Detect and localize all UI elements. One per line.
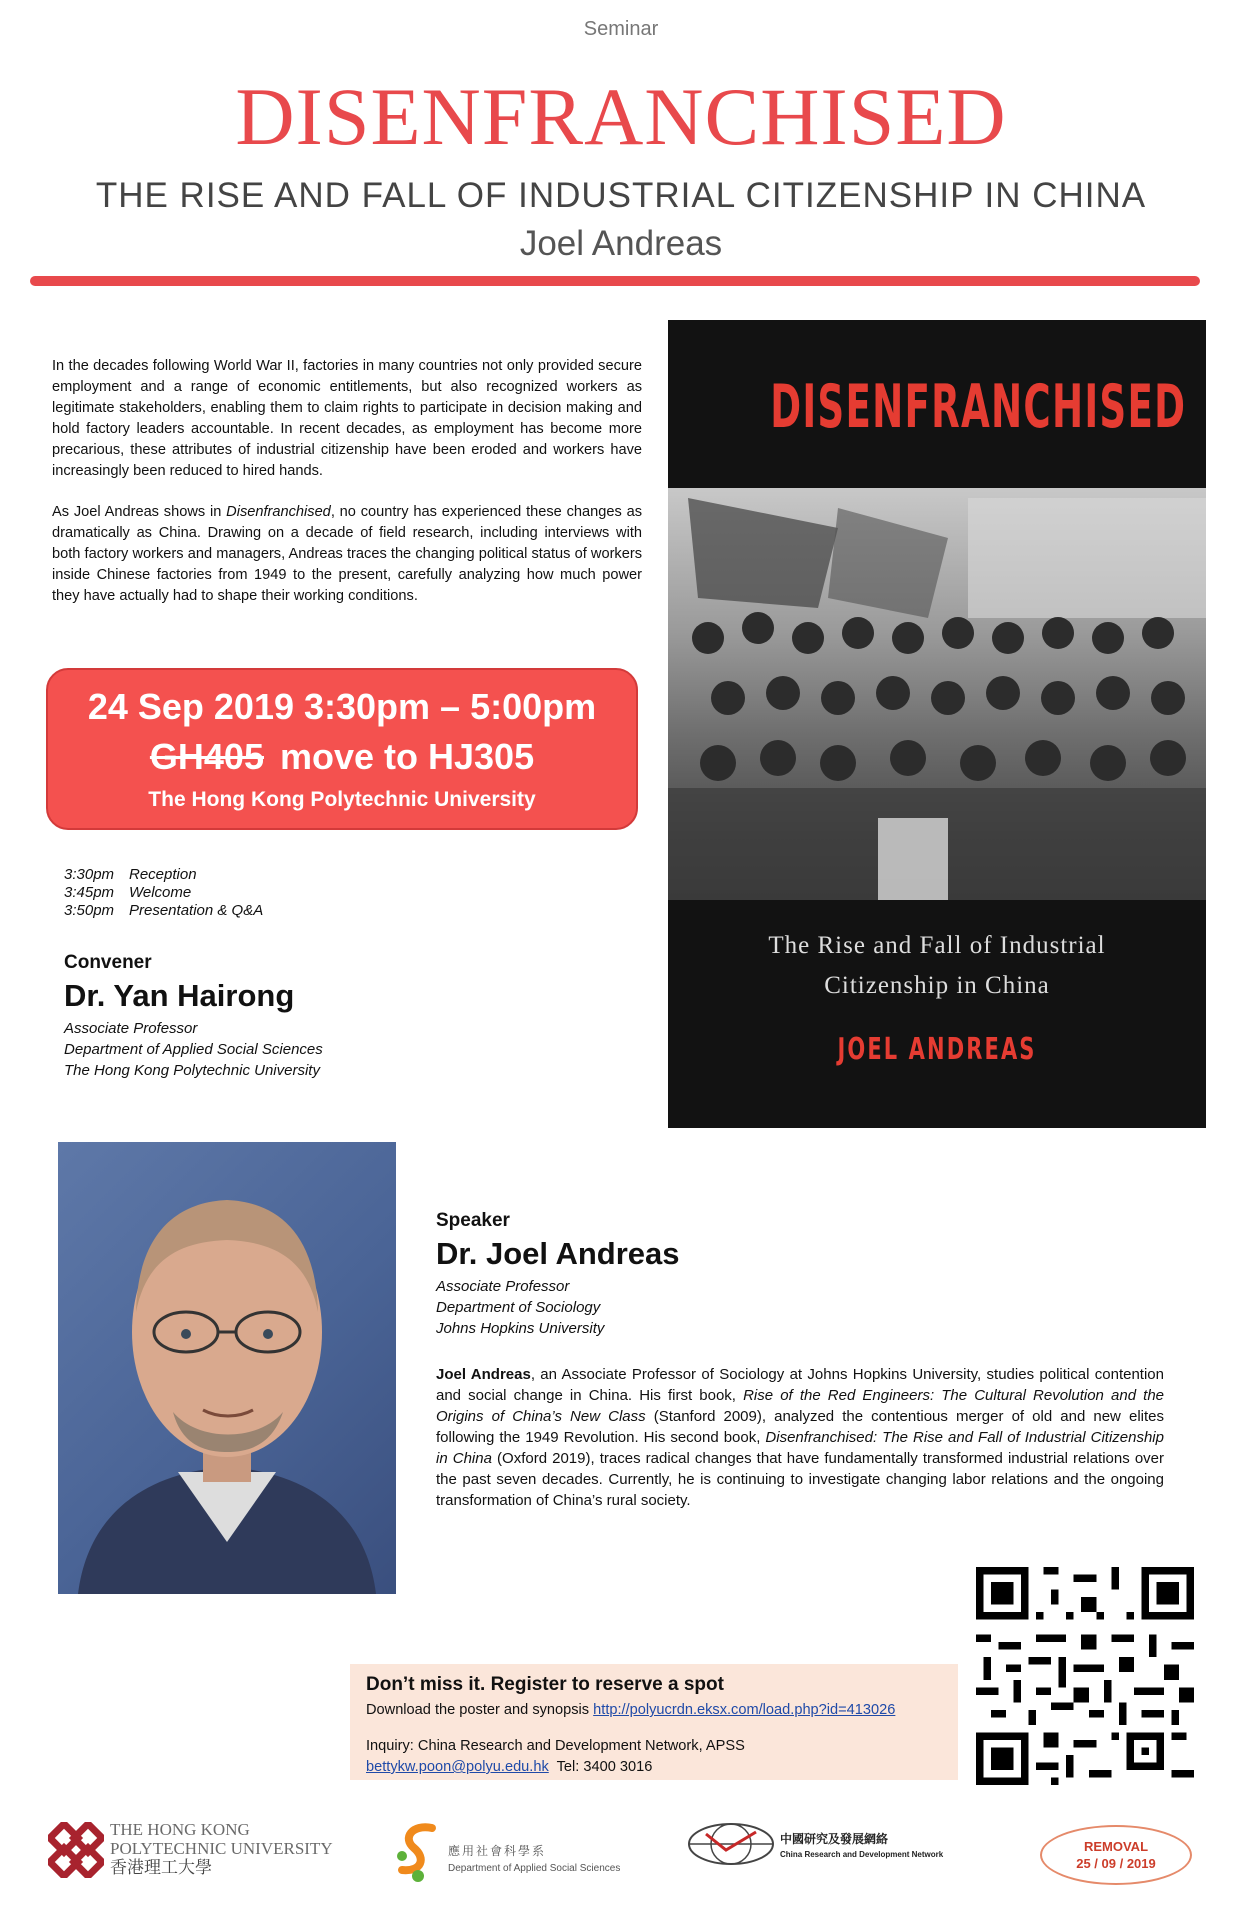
- register-box: [350, 1664, 958, 1780]
- book-cover-title: DISENFRANCHISED: [770, 372, 1187, 442]
- speaker-department: Department of Sociology: [436, 1299, 601, 1316]
- speaker-label: Speaker: [436, 1210, 510, 1231]
- bio-name: Joel Andreas: [436, 1366, 531, 1383]
- schedule: [64, 866, 263, 920]
- seminar-label: Seminar: [583, 18, 659, 40]
- convener-title: Associate Professor: [64, 1020, 198, 1037]
- email-link[interactable]: bettykw.poon@polyu.edu.hk: [366, 1759, 549, 1775]
- speaker-portrait: [58, 1142, 396, 1594]
- apss-emblem-icon: [392, 1820, 446, 1884]
- event-room: [48, 736, 636, 778]
- contact-line: [366, 1759, 652, 1775]
- book-cover-author: JOEL ANDREAS: [837, 1032, 1037, 1067]
- qr-code-icon: [976, 1566, 1194, 1786]
- speaker-institution: Johns Hopkins University: [436, 1320, 605, 1337]
- intro-paragraph-1: In the decades following World War II, factories in many countries not only provided secure employment and a range of economic entitlements, but also recognized workers as legitimate stakeholders, enabling them to claim rights to participate in decision making and hold factory leaders accountable. In recent decades, as employment has become more precarious, these attributes of industrial citizenship have been eroded and workers have increasingly been reduced to hired hands.: [52, 358, 642, 479]
- schedule-item: 3:50pm Presentation & Q&A: [64, 902, 264, 919]
- qr-code[interactable]: [976, 1566, 1194, 1786]
- inquiry-line: Inquiry: China Research and Development Network, APSS: [366, 1738, 745, 1754]
- apss-name-zh: 應用社會科學系: [448, 1844, 547, 1858]
- removal-date: 25 / 09 / 2019: [1076, 1856, 1156, 1871]
- event-datetime: 24 Sep 2019 3:30pm – 5:00pm: [87, 686, 597, 727]
- book-cover: [668, 320, 1206, 1128]
- poster-subtitle: THE RISE AND FALL OF INDUSTRIAL CITIZENSHIP IN CHINA: [95, 176, 1147, 215]
- schedule-item: 3:30pm Reception: [64, 866, 197, 883]
- intro-text: , no country has experienced these changes as dramatically as China. Drawing on a decade of field research, including interviews with both factory workers and managers, Andreas traces the changing political status of workers inside Chinese factories from 1949 to the present, carefully analyzing how much power they have actually had to shape their working conditions.: [52, 504, 642, 604]
- polyu-name-en-1: THE HONG KONG: [110, 1820, 250, 1839]
- event-details-box: [46, 668, 638, 830]
- polyu-name-en-2: POLYTECHNIC UNIVERSITY: [110, 1839, 333, 1858]
- old-room: GH405: [149, 736, 264, 777]
- polyu-emblem-icon: [48, 1822, 104, 1878]
- removal-label: REMOVAL: [1083, 1839, 1149, 1854]
- event-venue: The Hong Kong Polytechnic University: [148, 788, 536, 811]
- intro-text: As Joel Andreas shows in: [52, 504, 227, 520]
- intro-book-title: Disenfranchised: [226, 504, 331, 520]
- speaker-affiliation: [436, 1276, 604, 1339]
- phone-number: Tel: 3400 3016: [556, 1759, 653, 1775]
- convener-affiliation: [64, 1018, 323, 1081]
- register-heading: Don’t miss it. Register to reserve a spot: [366, 1674, 724, 1695]
- title-divider: [30, 276, 1200, 286]
- intro-paragraph-2: [52, 502, 642, 607]
- schedule-item: 3:45pm Welcome: [64, 884, 192, 901]
- apss-name-en: Department of Applied Social Sciences: [448, 1863, 621, 1874]
- poster-author: Joel Andreas: [519, 224, 723, 263]
- book-cover-photo: [668, 488, 1206, 900]
- bio-book-2: Disenfranchised: The Rise and Fall of Industrial Citizenship in China: [436, 1429, 1164, 1467]
- polyu-name-zh: 香港理工大學: [110, 1858, 212, 1877]
- convener-department: Department of Applied Social Sciences: [64, 1041, 323, 1058]
- speaker-photo-image: [58, 1142, 396, 1594]
- download-link[interactable]: http://polyucrdn.eksx.com/load.php?id=413026: [593, 1702, 896, 1718]
- convener-label: Convener: [64, 952, 152, 973]
- group-photo-image: [668, 488, 1206, 900]
- download-line: Download the poster and synopsis http://polyucrdn.eksx.com/load.php?id=413026: [366, 1702, 896, 1718]
- book-cover-subtitle: The Rise and Fall of Industrial Citizenship in China: [768, 932, 1106, 999]
- speaker-name: Dr. Joel Andreas: [436, 1236, 680, 1271]
- convener-name: Dr. Yan Hairong: [64, 978, 295, 1013]
- convener-institution: The Hong Kong Polytechnic University: [64, 1062, 320, 1079]
- removal-stamp: [1040, 1825, 1192, 1885]
- poster-title: DISENFRANCHISED: [235, 71, 1007, 162]
- crdn-name-en: China Research and Development Network: [780, 1850, 944, 1859]
- speaker-title: Associate Professor: [436, 1278, 570, 1295]
- new-room: move to HJ305: [279, 736, 535, 777]
- bio-book-1: Rise of the Red Engineers: The Cultural Revolution and the Origins of China’s New Class: [436, 1387, 1165, 1425]
- crdn-globe-icon: [686, 1820, 776, 1868]
- speaker-bio: Joel Andreas, an Associate Professor of Sociology at Johns Hopkins University, studies political contention and social change in China. His first book, Rise of the Red Engineers: The Cultural Revolution and the Origins of China’s New Class (Stanford 2009), analyzed the contentious merger of old and new elites following the 1949 Revolution. His second book, Disenfranchised: The Rise and Fall of Industrial Citizenship in China (Oxford 2019), traces radical changes that have fundamentally transformed industrial relations over the past seven decades. Currently, he is continuing to investigate changing labor relations and the ongoing transformation of China’s rural society.: [436, 1366, 1165, 1509]
- crdn-name-zh: 中國研究及發展網絡: [780, 1832, 889, 1846]
